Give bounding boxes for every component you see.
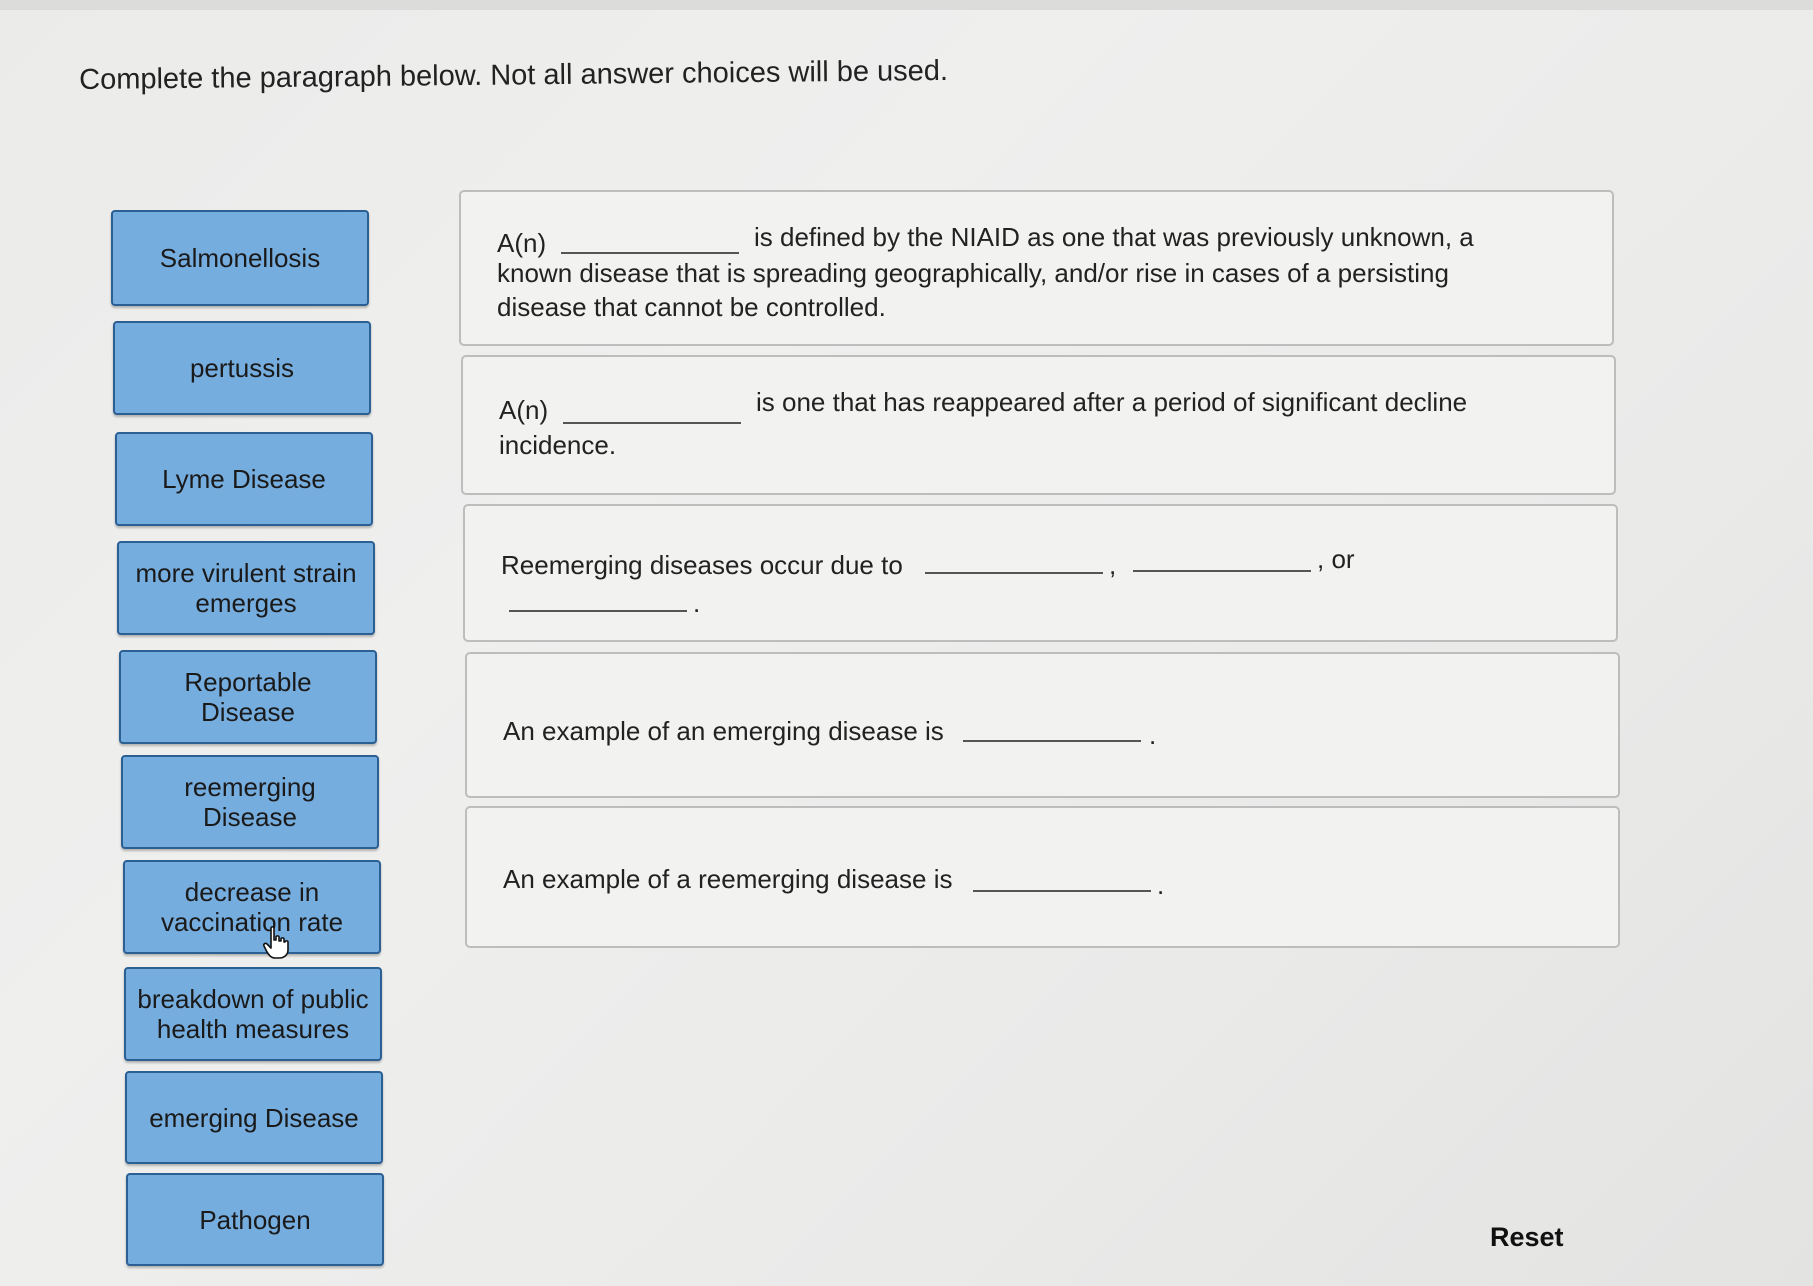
choice-label-line-1: Reportable (184, 667, 312, 697)
choice-label-line-1: decrease in (184, 877, 320, 907)
statement-3-end: . (693, 588, 701, 618)
choice-pertussis[interactable] (113, 321, 371, 415)
statement-5-end: . (1157, 870, 1165, 900)
statement-1-suffix: is defined by the NIAID as one that was previously unknown, a (754, 222, 1474, 252)
choice-label-line-2: health measures (156, 1014, 350, 1044)
statement-3-blank-1[interactable] (925, 572, 1103, 574)
statement-1-blank[interactable] (561, 252, 739, 254)
statement-3-prefix: Reemerging diseases occur due to (501, 550, 903, 580)
choice-reportable-disease[interactable] (119, 650, 377, 744)
choice-lyme-disease[interactable] (115, 432, 373, 526)
statement-2-blank[interactable] (563, 422, 741, 424)
reset-button[interactable]: Reset (1490, 1222, 1564, 1252)
choice-label-line-1: breakdown of public (137, 984, 369, 1014)
statement-panel-4 (465, 652, 1620, 798)
choice-label-line-1: reemerging (184, 772, 316, 802)
statement-5-blank[interactable] (973, 890, 1151, 892)
statement-2-suffix: is one that has reappeared after a period of significant decline (756, 387, 1468, 417)
choice-decrease-in-vaccination-rate[interactable] (123, 860, 381, 954)
statement-4-prefix: An example of an emerging disease is (503, 716, 944, 746)
choice-label-line-2: Disease (203, 802, 297, 832)
choice-label-line-2: Disease (201, 697, 295, 727)
statement-1-line-2: known disease that is spreading geographically, and/or rise in cases of a persisting (497, 258, 1449, 288)
choice-pathogen[interactable] (126, 1173, 384, 1266)
statement-panel-3 (463, 504, 1618, 642)
instructions-text: Complete the paragraph below. Not all answer choices will be used. (79, 54, 949, 96)
choice-label: Lyme Disease (162, 464, 326, 494)
choice-salmonellosis[interactable] (111, 210, 369, 306)
choice-more-virulent-strain-emerges[interactable] (117, 541, 375, 635)
hand-cursor-icon (262, 926, 290, 960)
choice-label: emerging Disease (149, 1102, 359, 1133)
statement-4-end: . (1149, 720, 1157, 750)
choice-reemerging-disease[interactable] (121, 755, 379, 849)
statement-3-blank-2[interactable] (1133, 570, 1311, 572)
statement-4-blank[interactable] (963, 740, 1141, 742)
statement-panel-1 (459, 190, 1614, 346)
statement-1-line-3: disease that cannot be controlled. (497, 292, 886, 322)
choice-label: Pathogen (199, 1204, 311, 1235)
choice-label: Salmonellosis (159, 243, 321, 273)
statement-2-line-2: incidence. (499, 430, 617, 460)
choice-label-line-2: emerges (195, 588, 297, 618)
choice-breakdown-of-public-health-measures[interactable] (124, 967, 382, 1061)
statement-panel-2 (461, 355, 1616, 495)
choice-label-line-1: more virulent strain (135, 558, 357, 588)
statement-panel-5 (465, 806, 1620, 948)
choice-label-line-2: vaccination rate (160, 907, 344, 937)
statement-5-prefix: An example of a reemerging disease is (503, 864, 953, 894)
statement-3-separator-1: , (1109, 550, 1117, 580)
statement-2-prefix: A(n) (499, 395, 549, 425)
statement-3-separator-2: , or (1317, 544, 1355, 574)
statement-1-prefix: A(n) (497, 228, 547, 258)
top-strip (0, 0, 1813, 10)
statement-3-blank-3[interactable] (509, 610, 687, 612)
choice-emerging-disease[interactable] (125, 1071, 383, 1164)
choice-label: pertussis (189, 353, 295, 383)
